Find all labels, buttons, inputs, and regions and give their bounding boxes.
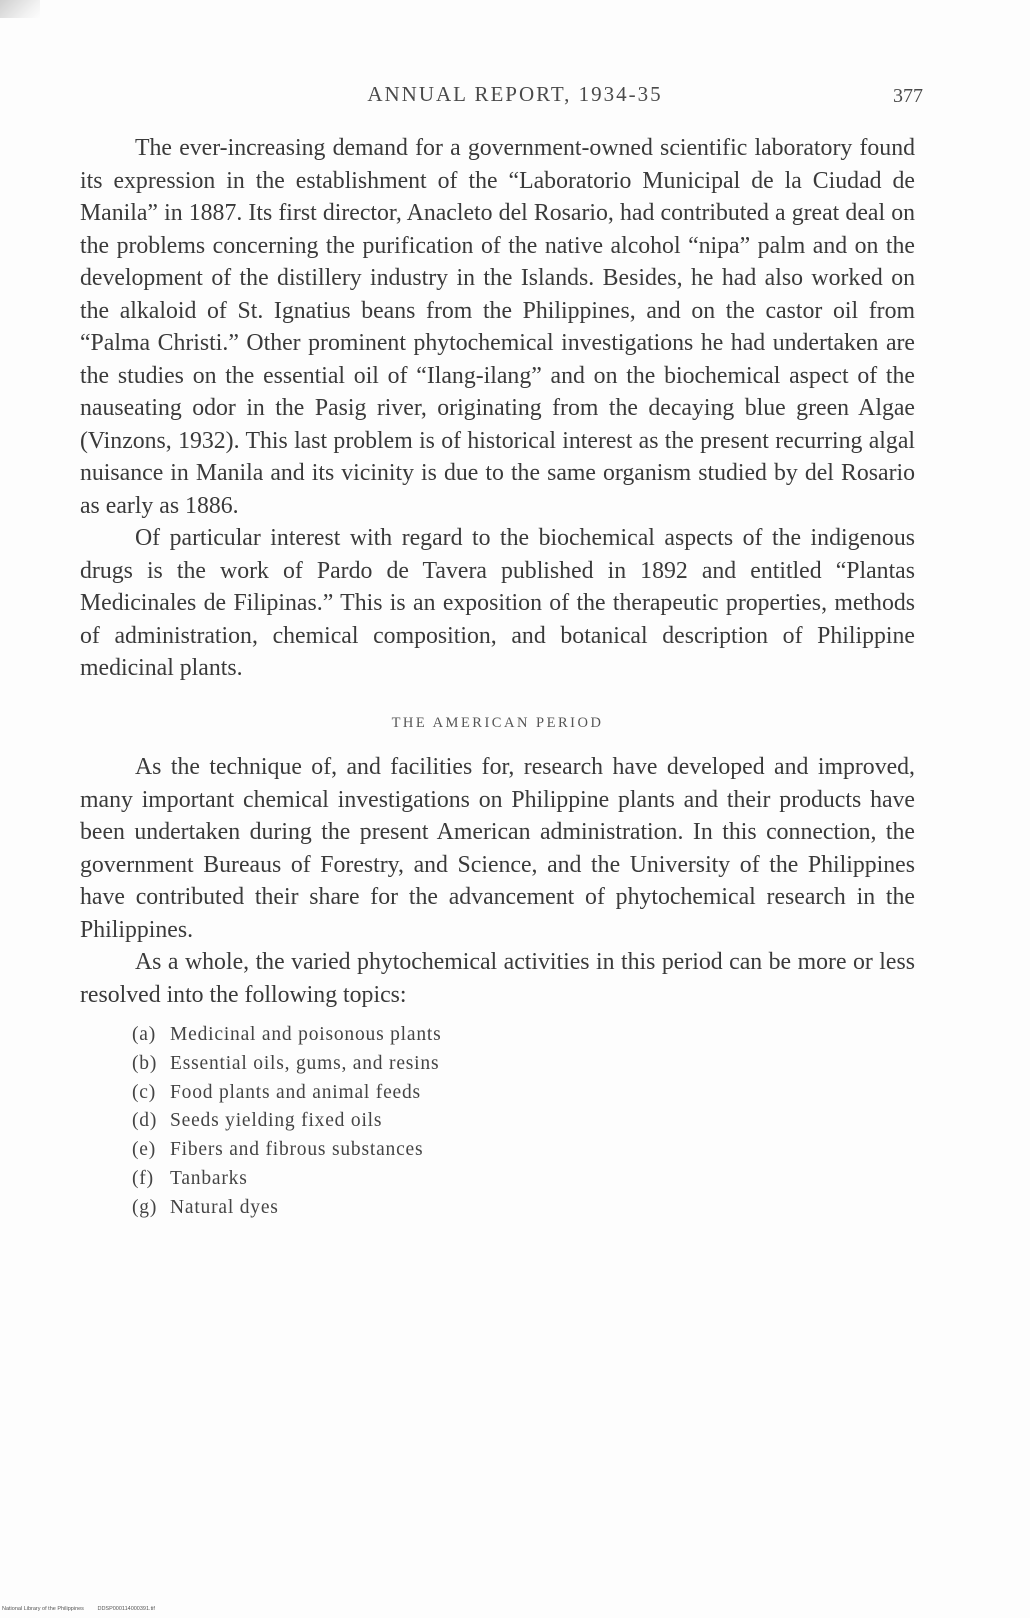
topic-list (132, 1021, 915, 1223)
list-marker: (c) (132, 1081, 157, 1103)
list-item-text: Natural dyes (170, 1196, 279, 1218)
footer-library: National Library of the Philippines (2, 1606, 84, 1612)
section-heading: THE AMERICAN PERIOD (391, 714, 604, 731)
list-item (132, 1136, 915, 1165)
scan-footer (2, 1606, 167, 1612)
page-number: 377 (893, 85, 923, 107)
list-marker: (a) (132, 1024, 157, 1045)
list-marker: (b) (132, 1052, 158, 1074)
list-item (132, 1194, 915, 1223)
scan-corner-shadow (0, 0, 40, 18)
list-marker: (g) (132, 1196, 158, 1218)
list-marker: (d) (132, 1110, 158, 1132)
list-item-text: Fibers and fibrous substances (170, 1139, 424, 1161)
list-item-text: Essential oils, gums, and resins (170, 1052, 440, 1074)
list-item-text: Seeds yielding fixed oils (170, 1110, 383, 1132)
paragraph-american-research: As the technique of, and facilities for, research have developed and improved, many important chemical investigations on Philippine plants and their products have been undertaken during the present American administration. In this connection, the government Bureaus of Forestry, and Science, and the University of the Philippines have contributed their share for the advancement of phytochemical research in the Philippines. (80, 754, 915, 943)
list-item-text: Medicinal and poisonous plants (170, 1024, 442, 1045)
page-body (80, 132, 915, 1223)
list-item (132, 1107, 915, 1136)
footer-identifier: DDSP000114000391.tif (97, 1606, 155, 1612)
list-item-text: Food plants and animal feeds (170, 1081, 421, 1103)
list-item (132, 1021, 915, 1050)
paragraph-pardo-de-tavera: Of particular interest with regard to the biochemical aspects of the indigenous drugs is the work of Pardo de Tavera published in 1892 and entitled “Plantas Medicinales de Filipinas.” This is an exposition of the therapeutic properties, methods of administration, chemical composition, and botanical description of Philippine medicinal plants. (80, 525, 915, 681)
running-head: ANNUAL REPORT, 1934-35 (367, 82, 663, 106)
list-marker: (f) (132, 1167, 154, 1189)
list-marker: (e) (132, 1139, 157, 1161)
paragraph-laboratorio: The ever-increasing demand for a government-owned scientific laboratory found its expression in the establishment of the “Laboratorio Municipal de la Ciudad de Manila” in 1887. Its first director, Anacleto del Rosario, had contributed a great deal on the problems concerning the purification of the native alcohol “nipa” palm and on the development of the distillery industry in the Islands. Besides, he had also worked on the alkaloid of St. Ignatius beans from the Philippines, and on the castor oil from “Palma Christi.” Other prominent phytochemical investigations he had undertaken are the studies on the essential oil of “Ilang-ilang” and on the biochemical aspect of the nauseating odor in the Pasig river, originating from the decaying blue green Algae (Vinzons, 1932). This last problem is of historical interest as the present recurring algal nuisance in Manila and its vicinity is due to the same organism studied by del Rosario as early as 1886. (80, 135, 915, 519)
list-item (132, 1165, 915, 1194)
list-item-text: Tanbarks (170, 1167, 248, 1189)
paragraph-topics-intro: As a whole, the varied phytochemical activities in this period can be more or less resolved into the following topics: (80, 949, 915, 1008)
list-item (132, 1050, 915, 1079)
list-item (132, 1079, 915, 1108)
